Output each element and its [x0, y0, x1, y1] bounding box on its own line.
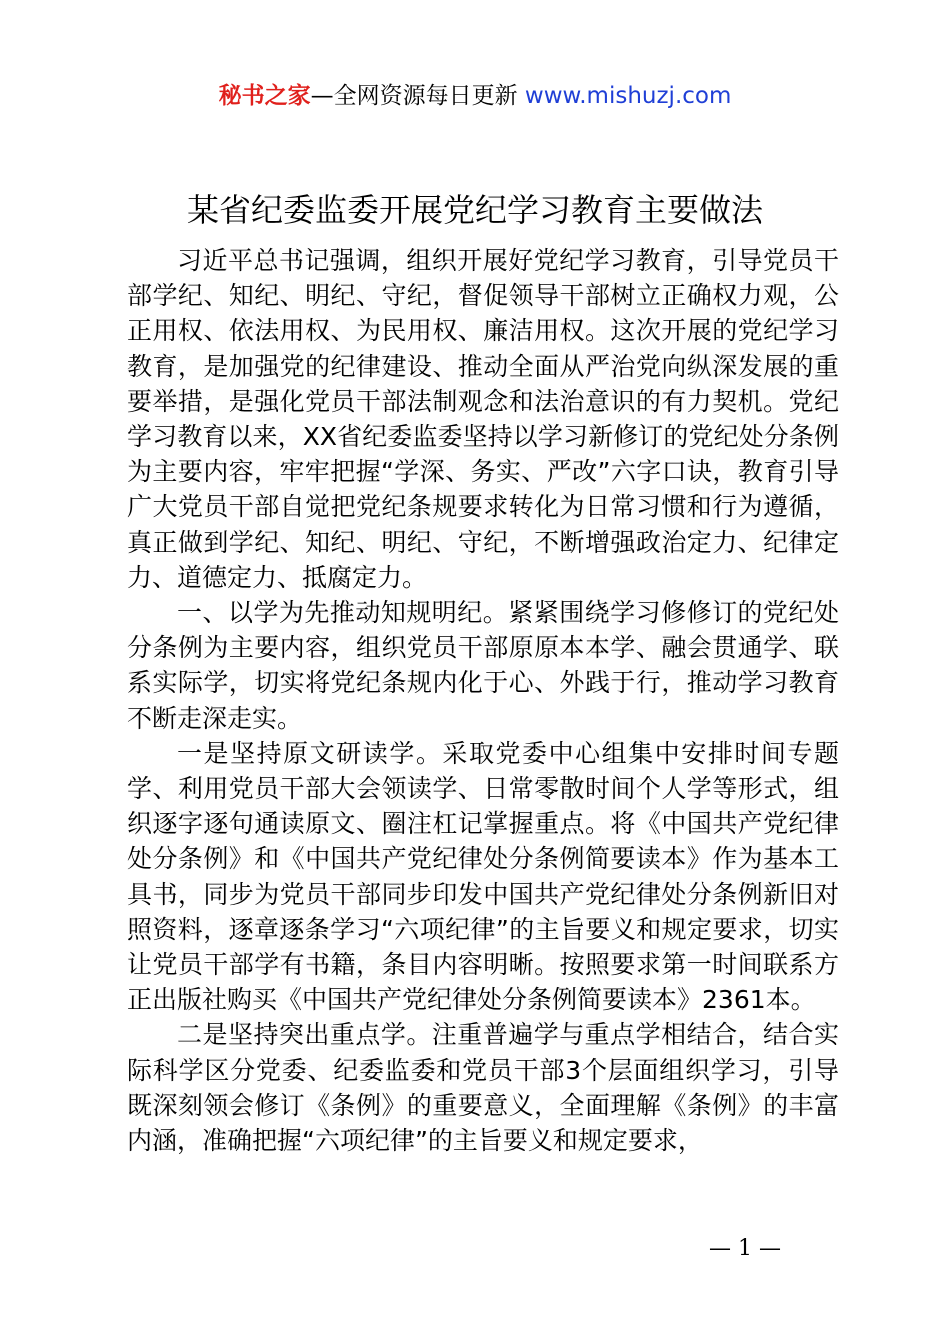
paragraph-point-one: 一是坚持原文研读学。采取党委中心组集中安排时间专题学、利用党员干部大会领读学、日常零散时间个人学等形式，组织逐字逐句通读原文、圈注杠记掌握重点。将《中国共产党纪律处分条例》和《中国共产党纪律处分条例简要读本》作为基本工具书，同步为党员干部同步印发中国共产党纪律处分条例新旧对照资料，逐章逐条学习“六项纪律”的主旨要义和规定要求，切实让党员干部学有书籍，条目内容明晰。按照要求第一时间联系方正出版社购买《中国共产党纪律处分条例简要读本》2361本。: [127, 738, 839, 1015]
document-title: 某省纪委监委开展党纪学习教育主要做法: [186, 191, 763, 229]
website-url[interactable]: www.mishuzj.com: [524, 83, 732, 109]
paragraph-section-one: 一、以学为先推动知规明纪。紧紧围绕学习修修订的党纪处分条例为主要内容，组织党员干部原原本本学、融会贯通学、联系实际学，切实将党纪条规内化于心、外践于行，推动学习教育不断走深走实。: [127, 598, 839, 733]
page-number: — 1 —: [709, 1236, 781, 1261]
paragraph-point-two: 二是坚持突出重点学。注重普遍学与重点学相结合，结合实际科学区分党委、纪委监委和党员干部3个层面组织学习，引导既深刻领会修订《条例》的重要意义，全面理解《条例》的丰富内涵，准确把握“六项纪律”的主旨要义和规定要求，: [127, 1020, 839, 1156]
header-tagline: —全网资源每日更新: [310, 83, 518, 109]
paragraph-intro: 习近平总书记强调，组织开展好党纪学习教育，引导党员干部学纪、知纪、明纪、守纪，督促领导干部树立正确权力观，公正用权、依法用权、为民用权、廉洁用权。这次开展的党纪学习教育，是加强党的纪律建设、推动全面从严治党向纵深发展的重要举措，是强化党员干部法制观念和法治意识的有力契机。党纪学习教育以来，XX省纪委监委坚持以学习新修订的党纪处分条例为主要内容，牢牢把握“学深、务实、严改”六字口诀，教育引导广大党员干部自觉把党纪条规要求转化为日常习惯和行为遵循，真正做到学纪、知纪、明纪、守纪，不断增强政治定力、纪律定力、道德定力、抵腐定力。: [127, 246, 839, 592]
site-header: [0, 80, 950, 112]
document-body: [127, 243, 839, 1158]
brand-name: 秘书之家: [218, 83, 311, 109]
